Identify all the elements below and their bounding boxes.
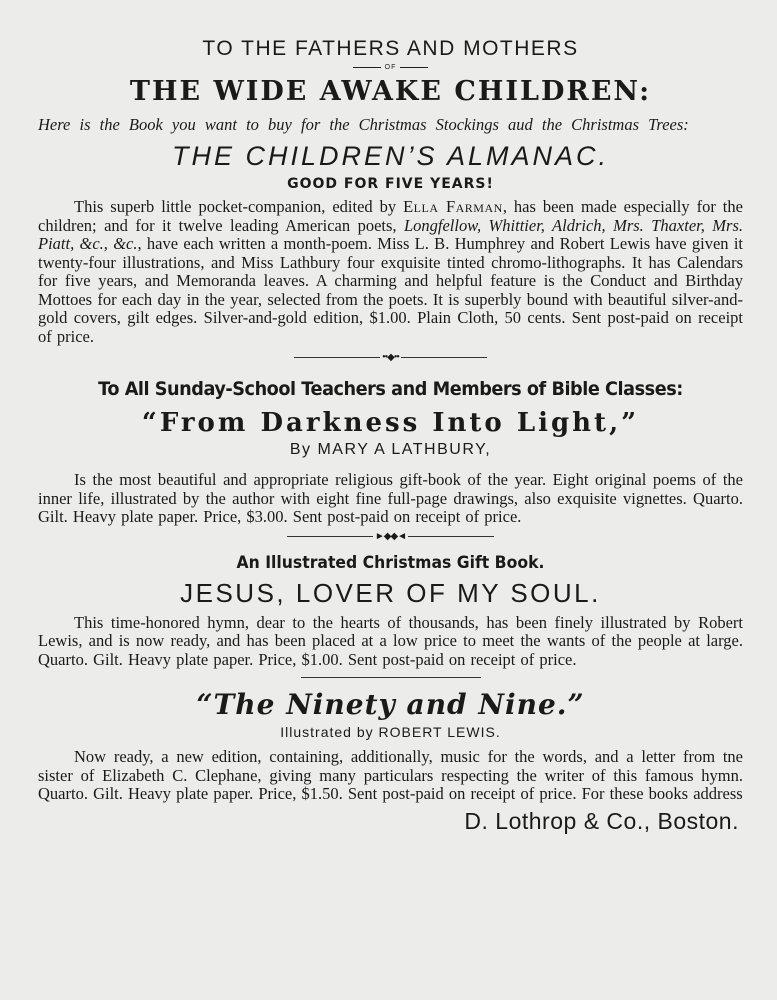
publisher-address: D. Lothrop & Co., Boston.: [464, 807, 739, 834]
ornament-icon: ►◆◆◄: [374, 530, 407, 542]
darkness-description: Is the most beautiful and appropriate religious gift-book of the year. Eight original poems of the inner life, illustrated by the author with eight fine full-page drawings, also exquisite vignettes. Quarto. Gilt. Heavy plate paper. Price, $3.00. Sent post-paid on receipt of price.: [38, 470, 743, 526]
jesus-title: JESUS, LOVER OF MY SOUL.: [180, 577, 601, 608]
almanac-poets: Longfellow, Whittier, Aldrich, Mrs. Thaxter, Mrs. Piatt, &c., &c.: [38, 215, 743, 253]
divider-line: [401, 357, 487, 358]
divider-line: [408, 536, 494, 537]
header: [38, 36, 743, 109]
section-divider: [301, 677, 481, 678]
almanac-intro: Here is the Book you want to buy for the Christmas Stockings aud the Christmas Trees:: [38, 115, 689, 134]
ornament-divider: [38, 352, 743, 363]
of-divider: [38, 64, 743, 71]
sunday-school-heading: To All Sunday-School Teachers and Members of Bible Classes:: [98, 378, 683, 400]
ornament-divider: [38, 531, 743, 542]
almanac-title: THE CHILDREN’S ALMANAC.: [171, 141, 610, 171]
wide-awake-heading: THE WIDE AWAKE CHILDREN:: [129, 76, 652, 107]
jesus-description: This time-honored hymn, dear to the hearts of thousands, has been finely illustrated by Robert Lewis, and is now ready, and has been placed at a low price to meet the wants of the people at large. Quarto. Gilt. Heavy plate paper. Price, $1.00. Sent post-paid on receipt of price.: [38, 612, 743, 669]
ninety-byline: Illustrated by ROBERT LEWIS.: [280, 724, 501, 740]
darkness-title: “From Darkness Into Light,”: [141, 408, 640, 438]
ninety-description: Now ready, a new edition, containing, additionally, music for the words, and a letter from tne sister of Elizabeth C. Clephane, giving many particulars respecting the writer of this famous hymn. Quarto. Gilt. Heavy plate paper. Price, $1.50. Sent post-paid on receipt of price. For these books address: [38, 747, 743, 803]
almanac-description: [38, 198, 743, 346]
divider-line: [353, 67, 381, 68]
ornament-icon: ••◆••: [382, 352, 399, 363]
almanac-tagline: GOOD FOR FIVE YEARS!: [287, 176, 494, 192]
darkness-section: [38, 377, 743, 542]
almanac-text-mid: , has been made especially for the children; and for it twelve leading American poets,: [38, 197, 743, 235]
darkness-byline: By MARY A LATHBURY,: [289, 441, 492, 458]
gift-book-heading: An Illustrated Christmas Gift Book.: [236, 552, 545, 573]
almanac-editor: Ella Farman: [403, 197, 503, 216]
divider-line: [294, 357, 380, 358]
fathers-heading: TO THE FATHERS AND MOTHERS: [202, 37, 579, 60]
ninety-title: “The Ninety and Nine.”: [196, 688, 585, 721]
almanac-text-start: This superb little pocket-companion, edited by: [74, 197, 404, 216]
divider-line: [400, 67, 428, 68]
of-label: OF: [384, 64, 397, 71]
jesus-section: [38, 552, 743, 679]
ninety-section: [38, 688, 743, 835]
almanac-text-end: , have each written a month-poem. Miss L. B. Humphrey and Robert Lewis have given it twenty-four illustrations, and Miss Lathbury four exquisite tinted chromo-lithographs. It has Calendars for five years, and Memoranda leaves. A charming and helpful feature is the Conduct and Birthday Mottoes for each day in the year, selected from the poets. It is superbly bound with beautiful silver-and-gold covers, gilt edges. Silver-and-gold edition, $1.00. Plain Cloth, 50 cents. Sent post-paid on receipt of price.: [38, 234, 743, 346]
almanac-section: [38, 115, 743, 363]
divider-line: [287, 536, 373, 537]
